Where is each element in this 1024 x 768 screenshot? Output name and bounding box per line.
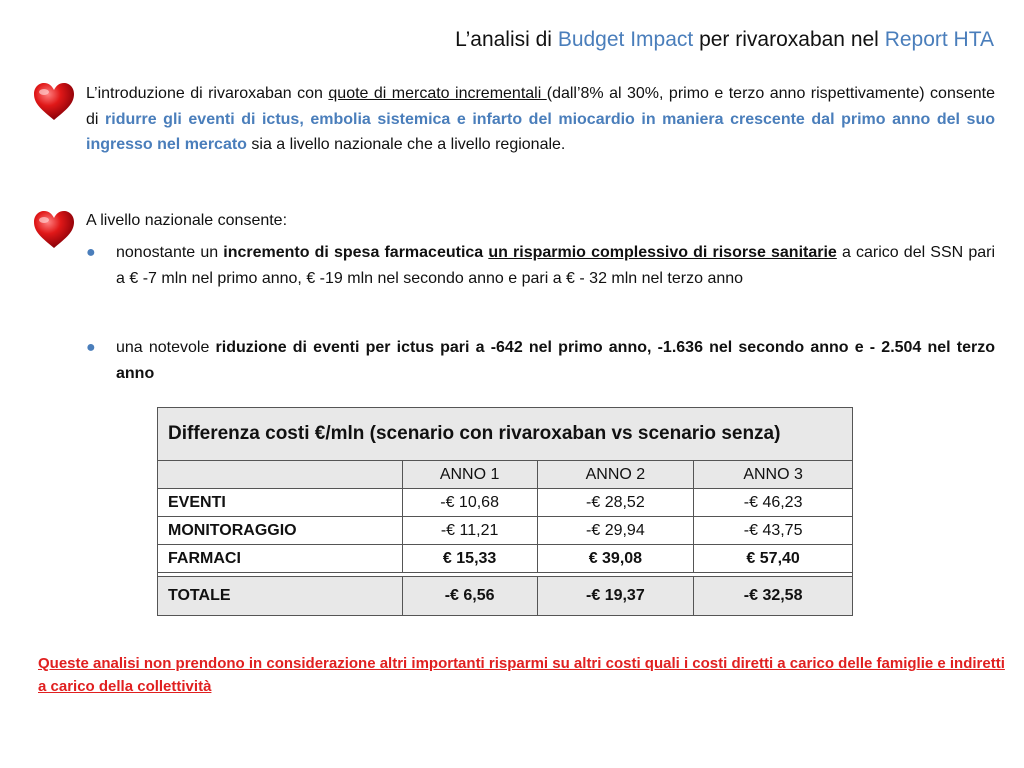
table-heading-row (158, 408, 853, 461)
intro-text-3: sia a livello nazionale che a livello regionale. (246, 136, 566, 153)
column-header: ANNO 1 (402, 461, 537, 489)
table-total-row (158, 577, 853, 616)
column-header: ANNO 3 (694, 461, 853, 489)
heart-icon (32, 210, 76, 250)
title-part2: per rivaroxaban nel (693, 28, 885, 51)
table-cell: € 57,40 (694, 545, 853, 573)
title-part1: L’analisi di (455, 28, 558, 51)
table-cell: -€ 28,52 (537, 489, 694, 517)
total-cell: -€ 6,56 (402, 577, 537, 616)
table-cell: -€ 29,94 (537, 517, 694, 545)
table-row (158, 517, 853, 545)
row-label: MONITORAGGIO (158, 517, 403, 545)
bullet-events (86, 335, 995, 386)
table-cell: -€ 43,75 (694, 517, 853, 545)
intro-underlined-market-shares: quote di mercato incrementali (328, 85, 547, 102)
bullet-spending-text: nonostante un incremento di spesa farmaceutica un risparmio complessivo di risorse sanitarie a carico del SSN pari a € -7 mln nel primo anno, € -19 mln nel secondo anno e pari a € - 32 mln nel terzo anno (116, 244, 995, 287)
bullet-spending (86, 240, 995, 291)
table-cell: -€ 46,23 (694, 489, 853, 517)
table-heading: Differenza costi €/mln (scenario con rivaroxaban vs scenario senza) (158, 408, 853, 461)
bold-underlined-savings: un risparmio complessivo di risorse sanitarie (488, 244, 837, 261)
slide-title (455, 28, 994, 52)
column-header: ANNO 2 (537, 461, 694, 489)
intro-paragraph (86, 81, 995, 158)
bold-pharma-spending: incremento di spesa farmaceutica (223, 244, 484, 261)
bold-stroke-reduction: riduzione di eventi per ictus pari a -642 nel primo anno, -1.636 nel secondo anno e - 2.504 nel terzo anno (116, 339, 995, 382)
intro-text-2: (dall’8% al 30%, primo e terzo anno rispettivamente) consente di (86, 85, 995, 128)
table-cell: -€ 11,21 (402, 517, 537, 545)
footnote-warning: Queste analisi non prendono in considerazione altri importanti risparmi su altri costi quali i costi diretti a carico delle famiglie e indiretti a carico della collettività (38, 655, 1005, 695)
intro-highlight-reduction: ridurre gli eventi di ictus, embolia sistemica e infarto del miocardio in maniera crescente dal primo anno del suo ingresso nel mercato (86, 110, 996, 153)
intro-text-1: L’introduzione di rivaroxaban con (86, 85, 329, 102)
cost-difference-table (157, 407, 853, 616)
heart-icon (32, 82, 76, 122)
table-cell: € 39,08 (537, 545, 694, 573)
title-accent-report-hta: Report HTA (884, 28, 994, 51)
table-cell: € 15,33 (402, 545, 537, 573)
total-label: TOTALE (158, 577, 403, 616)
table-row (158, 545, 853, 573)
national-intro: A livello nazionale consente: (86, 212, 288, 229)
total-cell: -€ 19,37 (537, 577, 694, 616)
column-header (158, 461, 403, 489)
table-row (158, 489, 853, 517)
title-accent-budget-impact: Budget Impact (557, 28, 694, 51)
bullet-dot-icon: ● (86, 244, 96, 261)
table-cell: -€ 10,68 (402, 489, 537, 517)
total-cell: -€ 32,58 (694, 577, 853, 616)
row-label: FARMACI (158, 545, 403, 573)
table-header-row (158, 461, 853, 489)
bullet-dot-icon: ● (86, 339, 96, 356)
row-label: EVENTI (158, 489, 403, 517)
bullet-events-text: una notevole riduzione di eventi per ictus pari a -642 nel primo anno, -1.636 nel secondo anno e - 2.504 nel terzo anno (116, 339, 995, 382)
